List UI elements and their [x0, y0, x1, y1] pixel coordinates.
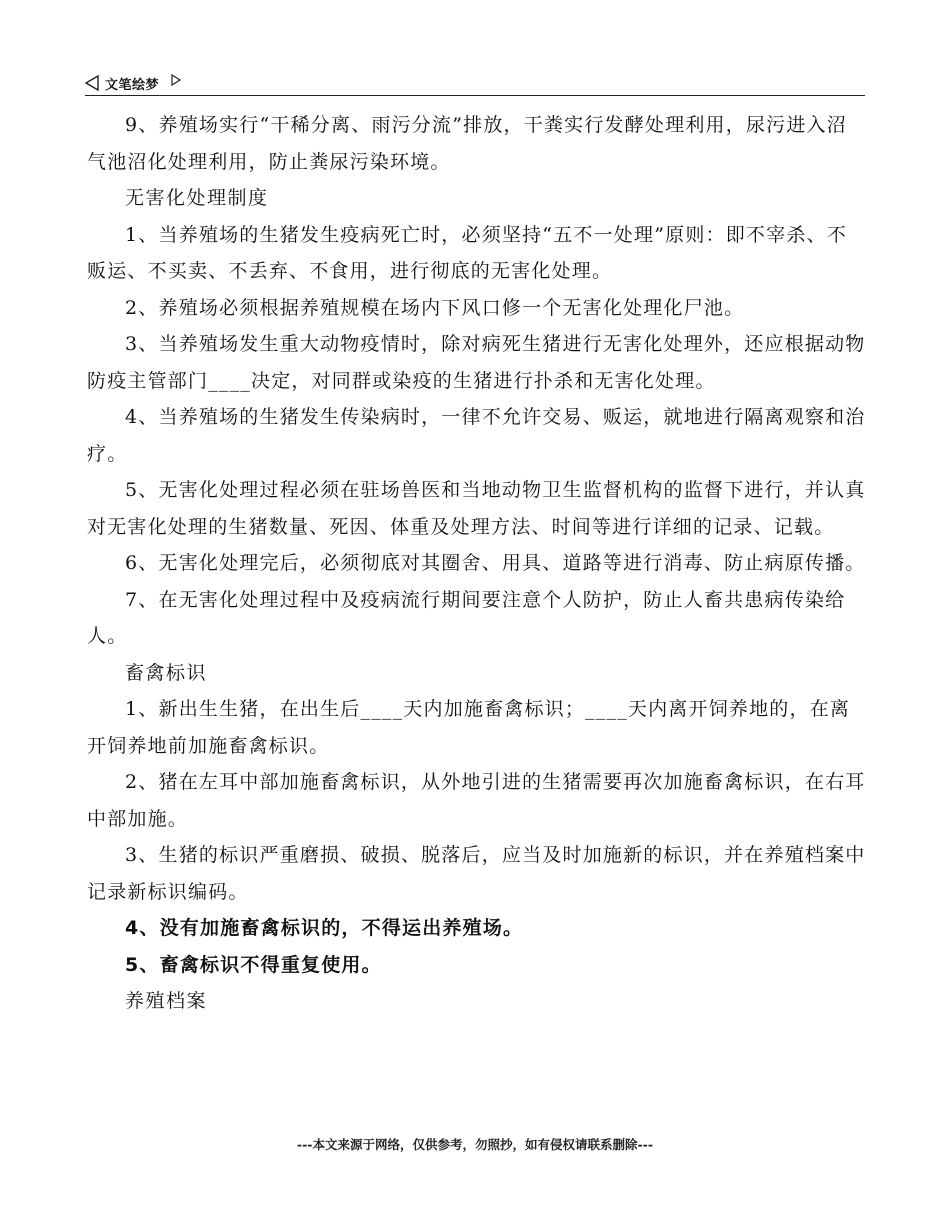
header-title: 文笔绘梦: [105, 78, 160, 93]
paragraph-id-2: 2、猪在左耳中部加施畜禽标识，从外地引进的生猪需要再次加施畜禽标识，在右耳中部加施。: [87, 771, 866, 830]
page-footer: ---本文来源于网络，仅供参考，勿照抄，如有侵权请联系删除---: [296, 1137, 654, 1152]
paragraph-id-5: 5、畜禽标识不得重复使用。: [125, 953, 382, 976]
paragraph-harmless-5: 5、无害化处理过程必须在驻场兽医和当地动物卫生监督机构的监督下进行，并认真对无害化处理的生猪数量、死因、体重及处理方法、时间等进行详细的记录、记载。: [87, 479, 866, 538]
document-body: [87, 107, 867, 1020]
triangle-right-icon: [171, 74, 181, 86]
paragraph-id-1: 1、新出生生猪，在出生后____天内加施畜禽标识；____天内离开饲养地的，在离开饲养地前加施畜禽标识。: [87, 698, 851, 757]
paragraph-harmless-1: 1、当养殖场的生猪发生疫病死亡时，必须坚持“五不一处理”原则：即不宰杀、不贩运、不买卖、不丢弃、不食用，进行彻底的无害化处理。: [87, 223, 847, 282]
paragraph-harmless-3: 3、当养殖场发生重大动物疫情时，除对病死生猪进行无害化处理外，还应根据动物防疫主管部门____决定，对同群或染疫的生猪进行扑杀和无害化处理。: [87, 333, 866, 392]
paragraph-item-9: 9、养殖场实行“干稀分离、雨污分流”排放，干粪实行发酵处理利用，尿污进入沼气池沼化处理利用，防止粪尿污染环境。: [87, 114, 847, 173]
triangle-left-icon: [85, 75, 99, 91]
paragraph-harmless-2: 2、养殖场必须根据养殖规模在场内下风口修一个无害化处理化尸池。: [125, 296, 745, 319]
page-header: [85, 71, 865, 96]
section-heading-harmless-treatment: 无害化处理制度: [125, 187, 269, 209]
paragraph-id-3: 3、生猪的标识严重磨损、破损、脱落后，应当及时加施新的标识，并在养殖档案中记录新标识编码。: [87, 844, 866, 903]
paragraph-harmless-4: 4、当养殖场的生猪发生传染病时，一律不允许交易、贩运，就地进行隔离观察和治疗。: [87, 406, 866, 465]
paragraph-id-4: 4、没有加施畜禽标识的，不得运出养殖场。: [125, 917, 524, 939]
section-heading-breeding-records: 养殖档案: [125, 990, 208, 1012]
section-heading-livestock-id: 畜禽标识: [125, 661, 208, 684]
paragraph-harmless-6: 6、无害化处理完后，必须彻底对其圈舍、用具、道路等进行消毒、防止病原传播。: [125, 552, 866, 574]
paragraph-harmless-7: 7、在无害化处理过程中及疫病流行期间要注意个人防护，防止人畜共患病传染给人。: [87, 588, 846, 647]
